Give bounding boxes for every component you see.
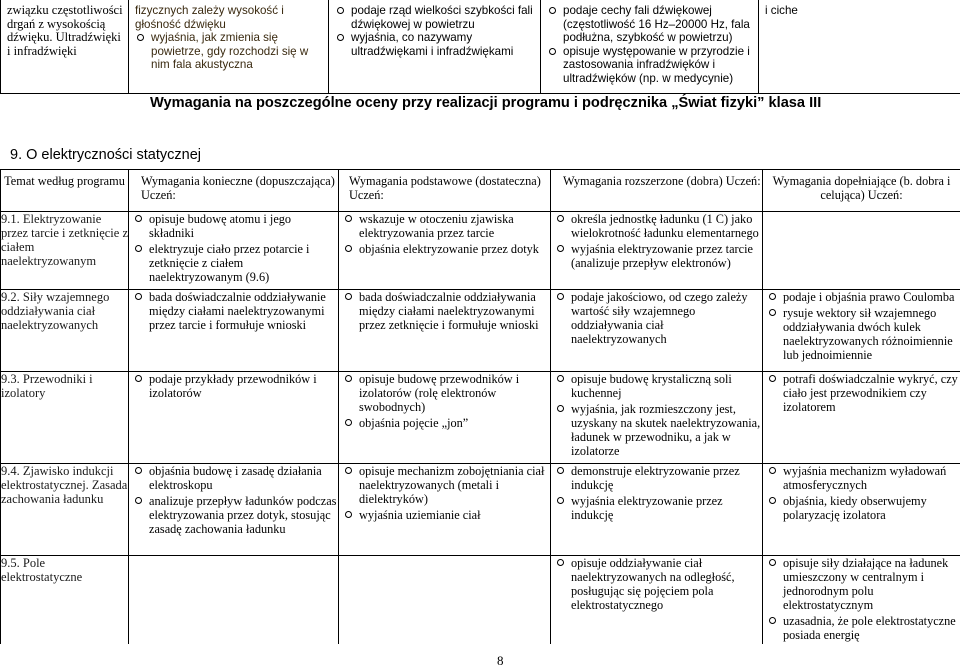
prev-rozszerzone-list xyxy=(547,4,754,86)
list-item: wyjaśnia uziemianie ciał xyxy=(343,508,550,522)
row-podstawowe xyxy=(339,556,551,645)
table-row xyxy=(1,556,960,645)
previous-chapter-table xyxy=(0,0,960,94)
prev-rozszerzone-cell xyxy=(541,0,759,93)
list-item: objaśnia budowę i zasadę działania elektroskopu xyxy=(133,464,338,492)
row-konieczne xyxy=(129,464,339,556)
list-item: określa jednostkę ładunku (1 C) jako wielokrotność ładunku elementarnego xyxy=(555,212,762,240)
row-dopelniajace xyxy=(763,464,960,556)
list-item: wyjaśnia, co nazywamy ultradźwiękami i infradźwiękami xyxy=(335,31,536,58)
list-item: opisuje występowanie w przyrodzie i zastosowania infradźwięków i ultradźwięków (np. w medycynie) xyxy=(547,45,754,86)
list-item: demonstruje elektryzowanie przez indukcję xyxy=(555,464,762,492)
list-item: podaje cechy fali dźwiękowej (częstotliwość 16 Hz–20000 Hz, fala podłużna, szybkość w powietrzu) xyxy=(547,4,754,45)
row-podstawowe xyxy=(339,372,551,464)
list-item: podaje jakościowo, od czego zależy wartość siły wzajemnego oddziaływania ciał naelektryzowanych xyxy=(555,290,762,346)
list-item: podaje przykłady przewodników i izolatorów xyxy=(133,372,338,400)
row-konieczne xyxy=(129,290,339,372)
row-podstawowe xyxy=(339,464,551,556)
row-rozszerzone xyxy=(551,464,763,556)
section-title: 9. O elektryczności statycznej xyxy=(10,147,201,163)
list-item: wyjaśnia elektryzowanie przez indukcję xyxy=(555,494,762,522)
table-row xyxy=(1,372,960,464)
prev-dopelniajace-cell xyxy=(759,0,960,93)
list-item: podaje i objaśnia prawo Coulomba xyxy=(767,290,960,304)
list-item: opisuje budowę atomu i jego składniki xyxy=(133,212,338,240)
header-podstawowe: Wymagania podstawowe (dostateczna) Uczeń: xyxy=(339,170,551,212)
page-heading: Wymagania na poszczególne oceny przy realizacji programu i podręcznika „Świat fizyki” klasa III xyxy=(150,95,822,111)
row-topic: 9.2. Siły wzajemnego oddziaływania ciał naelektryzowanych xyxy=(1,290,129,372)
prev-konieczne-list xyxy=(135,4,324,72)
row-topic: 9.3. Przewodniki i izolatory xyxy=(1,372,129,464)
list-item: potrafi doświadczalnie wykryć, czy ciało jest przewodnikiem czy izolatorem xyxy=(767,372,960,414)
header-rozszerzone: Wymagania rozszerzone (dobra) Uczeń: xyxy=(551,170,763,212)
prev-dopelniajace-text: i ciche xyxy=(765,4,798,17)
header-konieczne: Wymagania konieczne (dopuszczająca) Uczeń: xyxy=(129,170,339,212)
row-rozszerzone xyxy=(551,212,763,290)
list-item: analizuje przepływ ładunków podczas elektryzowania przez dotyk, stosując zasadę zachowania ładunku xyxy=(133,494,338,536)
row-dopelniajace xyxy=(763,556,960,645)
list-item: wskazuje w otoczeniu zjawiska elektryzowania przez tarcie xyxy=(343,212,550,240)
prev-konieczne-cell xyxy=(129,0,329,93)
list-item: objaśnia elektryzowanie przez dotyk xyxy=(343,242,550,256)
list-item: wyjaśnia elektryzowanie przez tarcie (analizuje przepływ elektronów) xyxy=(555,242,762,270)
list-item: wyjaśnia mechanizm wyładowań atmosferycznych xyxy=(767,464,960,492)
list-item: elektryzuje ciało przez potarcie i zetknięcie z ciałem naelektryzowanym (9.6) xyxy=(133,242,338,284)
prev-podstawowe-list xyxy=(335,4,536,58)
list-item: uzasadnia, że pole elektrostatyczne posiada energię xyxy=(767,614,960,642)
header-topic: Temat według programu xyxy=(1,170,129,212)
list-item: bada doświadczalnie oddziaływanie między ciałami naelektryzowanymi przez tarcie i formułuje wnioski xyxy=(133,290,338,332)
row-dopelniajace xyxy=(763,212,960,290)
row-rozszerzone xyxy=(551,290,763,372)
prev-podstawowe-cell xyxy=(329,0,541,93)
list-item: rysuje wektory sił wzajemnego oddziaływania dwóch kulek naelektryzowanych różnoimiennie lub jednoimiennie xyxy=(767,306,960,362)
table-row xyxy=(1,212,960,290)
list-item: opisuje mechanizm zobojętniania ciał naelektryzowanych (metali i dielektryków) xyxy=(343,464,550,506)
header-dopelniajace: Wymagania dopełniające (b. dobra i celująca) Uczeń: xyxy=(763,170,960,212)
list-item: wyjaśnia, jak rozmieszczony jest, uzyskany na skutek naelektryzowania, ładunek w przewodniku, a jak w izolatorze xyxy=(555,402,762,458)
list-item: opisuje oddziaływanie ciał naelektryzowanych na odległość, posługując się pojęciem pola elektrostatycznego xyxy=(555,556,762,612)
list-item: opisuje budowę przewodników i izolatorów (rolę elektronów swobodnych) xyxy=(343,372,550,414)
list-item: objaśnia pojęcie „jon” xyxy=(343,416,550,430)
requirements-table xyxy=(0,169,960,644)
row-topic: 9.1. Elektryzowanie przez tarcie i zetknięcie z ciałem naelektryzowanym xyxy=(1,212,129,290)
row-konieczne xyxy=(129,372,339,464)
row-podstawowe xyxy=(339,212,551,290)
list-item: podaje rząd wielkości szybkości fali dźwiękowej w powietrzu xyxy=(335,4,536,31)
page-number: 8 xyxy=(497,653,504,668)
table-row xyxy=(1,464,960,556)
table-header-row xyxy=(1,170,960,212)
list-item: objaśnia, kiedy obserwujemy polaryzację izolatora xyxy=(767,494,960,522)
row-rozszerzone xyxy=(551,372,763,464)
list-item: wyjaśnia, jak zmienia się powietrze, gdy rozchodzi się w nim fala akustyczna xyxy=(135,31,324,72)
list-item: opisuje budowę krystaliczną soli kuchennej xyxy=(555,372,762,400)
prev-topic-text: związku częstotliwości drgań z wysokością dźwięku. Ultradźwięki i infradźwięki xyxy=(7,3,123,58)
row-konieczne xyxy=(129,556,339,645)
list-item: fizycznych zależy wysokość i głośność dźwięku xyxy=(135,4,284,31)
row-dopelniajace xyxy=(763,290,960,372)
list-item: opisuje siły działające na ładunek umieszczony w centralnym i jednorodnym polu elektrostatycznym xyxy=(767,556,960,612)
row-podstawowe xyxy=(339,290,551,372)
prev-topic-cell xyxy=(1,0,129,93)
row-konieczne xyxy=(129,212,339,290)
row-topic: 9.4. Zjawisko indukcji elektrostatycznej. Zasada zachowania ładunku xyxy=(1,464,129,556)
row-dopelniajace xyxy=(763,372,960,464)
row-rozszerzone xyxy=(551,556,763,645)
table-row xyxy=(1,290,960,372)
row-topic: 9.5. Pole elektrostatyczne xyxy=(1,556,129,645)
list-item: bada doświadczalnie oddziaływania między ciałami naelektryzowanymi przez zetknięcie i formułuje wnioski xyxy=(343,290,550,332)
